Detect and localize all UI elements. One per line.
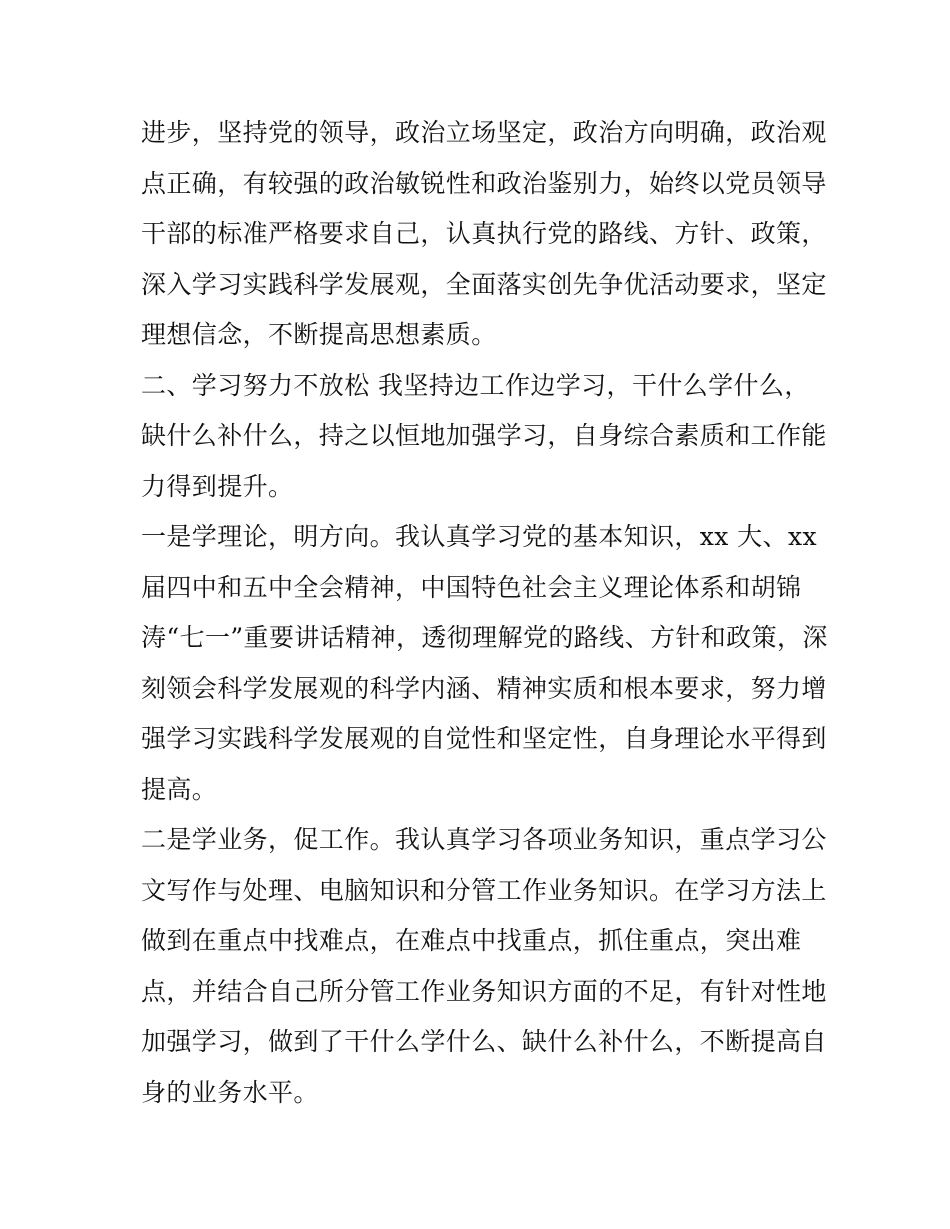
text-line: 理想信念，不断提高思想素质。 <box>141 320 497 349</box>
text-line: 做到在重点中找难点，在难点中找重点，抓住重点，突出难 <box>141 926 802 955</box>
text-line: 深入学习实践科学发展观，全面落实创先争优活动要求，坚定 <box>141 269 827 299</box>
text-line: 点，并结合自己所分管工作业务知识方面的不足，有针对性地 <box>141 976 827 1006</box>
text-line: 缺什么补什么，持之以恒地加强学习，自身综合素质和工作能 <box>141 421 827 450</box>
text-line: 身的业务水平。 <box>141 1077 319 1107</box>
paragraph-study-heading <box>141 361 827 513</box>
text-line: 届四中和五中全会精神，中国特色社会主义理论体系和胡锦 <box>141 572 802 602</box>
text-line: 点正确，有较强的政治敏锐性和政治鉴别力，始终以党员领导 <box>141 168 827 198</box>
paragraph-political-quality <box>141 108 827 361</box>
text-line: 文写作与处理、电脑知识和分管工作业务知识。在学习方法上 <box>141 875 827 905</box>
text-line: 干部的标准严格要求自己，认真执行党的路线、方针、政策， <box>141 219 827 248</box>
text-line: 力得到提升。 <box>141 471 294 501</box>
paragraph-study-theory <box>141 512 828 815</box>
text-line: 二是学业务，促工作。我认真学习各项业务知识，重点学习公 <box>141 825 827 854</box>
text-line: 进步，坚持党的领导，政治立场坚定，政治方向明确，政治观 <box>141 118 827 147</box>
text-line: 二、学习努力不放松 我坚持边工作边学习，干什么学什么， <box>141 370 810 400</box>
text-line: 强学习实践科学发展观的自觉性和坚定性，自身理论水平得到 <box>141 724 827 753</box>
text-line: 加强学习，做到了干什么学什么、缺什么补什么，不断提高自 <box>141 1027 827 1056</box>
text-line: 刻领会科学发展观的科学内涵、精神实质和根本要求，努力增 <box>141 673 827 703</box>
text-line: 涛“七一”重要讲话精神，透彻理解党的路线、方针和政策，深 <box>141 623 828 652</box>
paragraph-study-business <box>141 815 827 1118</box>
text-line: 一是学理论，明方向。我认真学习党的基本知识，xx 大、xx <box>141 522 817 551</box>
document-body <box>141 108 828 1118</box>
text-line: 提高。 <box>141 774 218 804</box>
